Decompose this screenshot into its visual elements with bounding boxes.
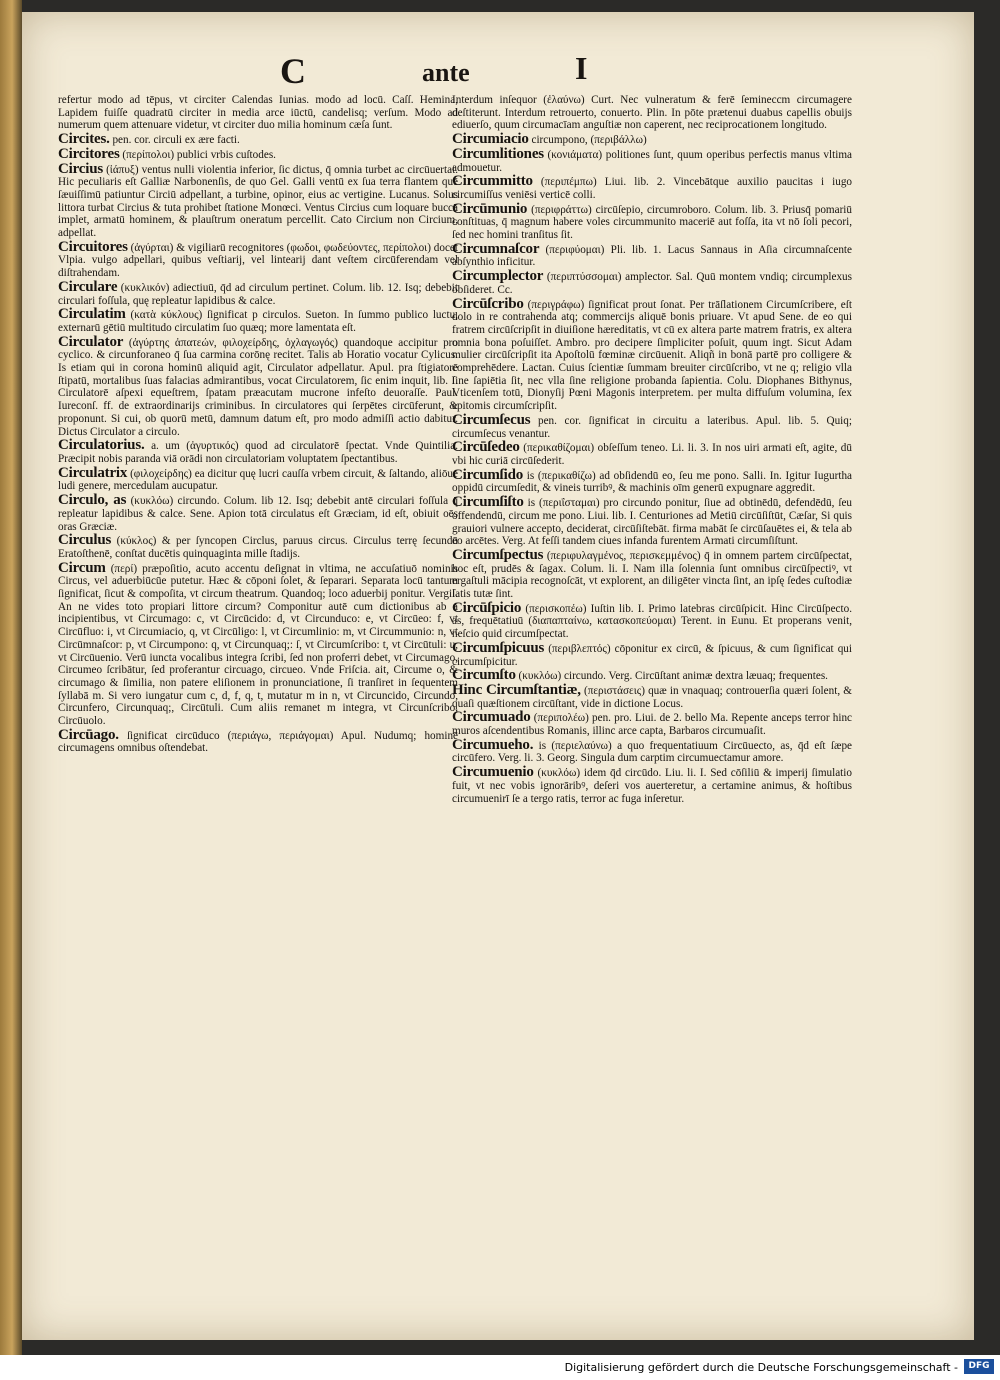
entry-headword: Circitores	[58, 145, 120, 162]
entry-definition: (περιπτύσσομαι) amplector. Sal. Quū montem vndiq; circumplexus obſideret. Cc.	[452, 271, 853, 296]
entry-definition: (περιγράφω) ſignificat prout ſonat. Per trāſlationem Circumſcribere, eſt dolo in re contrahenda atq; commercijs aliquē bonis priuare. Vt apud Sene. de eo qui fratrem circūſcripſit in diuiſione hæreditatis, vt cū ex altera parte matrem fratris, ex altera omnia bona poſuiſſet. Ambro. pro decipere ſimpliciter poſuit, quum ingt. Sicut Adam mulier circūſcripſit ita Apoſtolū fœminæ circūuenit. Aliqñ in bonā partē pro colligere & comprehēdere. Lactan. Cuius ſcientiæ ſummam breuiter circūſcribo, vt ne q; religio vlla ſine ſapiētia ſit, nec vlla ſine religione probanda ſapientia. Colu. Diophanes Bithynus, Vticenſem totū, Dionyſij Pœni Magonis interpretem. per multa diffuſum volumina, ſex epitomis circumſcripſit.	[452, 298, 852, 413]
entry-headword: Circumſpicuus	[452, 639, 545, 656]
dictionary-entry	[452, 411, 852, 440]
entry-definition: (κατὰ κύκλους) ſignificat p circulos. Sueton. In ſummo publico luctu, externarū gētiū multitudo circulatim ſuo quæq; more lamentata eſt.	[58, 309, 458, 334]
dictionary-entry	[452, 599, 853, 641]
entry-headword: Circulo, as	[58, 492, 127, 509]
entry-headword: Hinc Circumſtantiæ,	[452, 681, 581, 698]
dictionary-entry	[58, 238, 458, 280]
right-column	[452, 94, 852, 806]
entry-definition: a. um (ἀγυρτικός) quod ad circulatorē ſpectat. Vnde Quintilia. Præcipit nobis paranda viā orādi non circulatoriam voluptatem ſpectantibus.	[58, 440, 458, 465]
entry-headword: Circūago.	[58, 726, 119, 743]
entry-definition: pen. cor. circuli ex ære facti.	[112, 134, 240, 147]
entry-definition: (κυκλόω) idem q̄d circūdo. Liu. li. I. Sed cōſiliū & imperij ſimulatio fuit, vt nec vobis ignorāribꝰ, deſeri vos auerteretur, a certamine animus, & hoſtibus circumuenirī ſe a tergo ratis, terror ac fuga inſeretur.	[452, 767, 852, 805]
entry-headword: Circumueho.	[452, 736, 534, 753]
dictionary-entry	[58, 494, 458, 533]
dictionary-entry	[58, 439, 458, 465]
dictionary-entry	[452, 669, 852, 683]
entry-definition: (περισκοπέω) Iuſtin lib. I. Primo latebras circūſpicit. Hinc Circūſpecto. as, frequētatiuū (διαπαπταίνω, κατασκοπεύομαι) Terent. in Eunu. Et properans venit, neſcio quid circumſpectat.	[452, 602, 853, 641]
dictionary-entry	[452, 175, 852, 201]
entry-headword: Circumſiſto	[452, 494, 524, 511]
entry-definition: (περιφράττω) circūſepio, circumroboro. Colum. lib. 3. Priusq̄ pomariū conſtituas, q̄ magnum habere voles circummunito maceriē aut foſſa, ita vt nō ſoli pecori, ſed nec homini tranſitus ſit.	[452, 203, 853, 242]
dictionary-entry	[452, 441, 852, 467]
dictionary-entry	[58, 534, 458, 560]
header-left-letter: C	[280, 51, 306, 91]
entry-definition: (περίπολοι) publici vrbis cuſtodes.	[122, 148, 276, 161]
entry-definition: (περιπολέω) pen. pro. Liui. de 2. bello Ma. Repente anceps terror hinc muros aſcendentibus Romanis, illinc arce capta, Barbaros circumuaſit.	[452, 712, 853, 738]
dictionary-entry	[58, 308, 458, 334]
entry-headword: Circumiacio	[452, 131, 529, 148]
entry-headword: Circumſpectus	[452, 546, 544, 563]
entry-definition: (κυκλόω) circundo. Verg. Circūſtant animæ dextra læuaq; frequentes.	[518, 670, 828, 683]
dictionary-entry	[58, 464, 458, 493]
entry-headword: Circulatim	[58, 306, 126, 323]
dictionary-entry	[452, 145, 852, 174]
entry-headword: Circites.	[58, 131, 110, 148]
entry-definition: is (περιΐσταμαι) pro circundo ponitur, ſiue ad obtinēdū, defendēdū, ſeu offendendū, circum me pono. Liui. lib. I. Centuriones ad Metiū circūſiſtūt, Cæſar, Si quis grauiori vulnere accepto, deciderat, circūſiſtebāt. firma mabāt ſe circūſauētes ei, & tela ab eo arcētes. Verg. At feſſi tandem ciues infanda furentem Armati circumſiſtunt.	[452, 497, 852, 548]
dictionary-entry	[452, 240, 852, 269]
dictionary-entry	[452, 496, 852, 548]
book-binding-edge	[0, 0, 22, 1355]
entry-headword: Circumlitiones	[452, 145, 544, 162]
entry-headword: Circum	[58, 559, 106, 576]
dictionary-entry	[452, 94, 852, 132]
entry-headword: Circūſpicio	[452, 599, 522, 616]
entry-headword: Circulatrix	[58, 464, 128, 481]
entry-headword: Circulare	[58, 278, 118, 295]
dictionary-entry	[58, 94, 458, 132]
dictionary-entry	[58, 333, 458, 439]
dictionary-entry	[452, 711, 852, 737]
dictionary-entry	[58, 160, 459, 240]
entry-definition: (ἀγύρτης ἀπατεών, φιλοχείρδης, ὀχλαγωγός) quandoque accipitur pro cyclico. & circunforaneo q̄ ſua carmina corōnę recitet. Talis ab Horatio vocatur Cylicus. Is etiam qui in corona hominū aliquid agit, Circulator adpellatur. Apul. pra ſtigiatorē ſtipatū, mortalibus ſuas falacias admirantibus, vocat Circulatorem, ſic enim inquit, lib. I. Circulatorē aſpexi equeſtrem, ſpatam præacutam mucrone infeſto deuoraſſe. Paul. Iureconſ. ff. de extraordinarijs criminibus. In circulatores qui ſerpētes circūferunt, & proponunt. Si cui, ob quorū metū, damnum datum eſt, pro modo admiſſi actio dabitur. Dictus Circulator a circulo.	[58, 336, 458, 438]
entry-headword: Circumuenio	[452, 764, 534, 781]
dictionary-entry	[452, 681, 852, 710]
entry-headword: Circummitto	[452, 173, 533, 190]
entry-definition: (ἰάπυξ) ventus nulli violentia inferior, ſic dictus, q̄ omnia turbet ac circūuertat. Hic peculiaris eſt Galliæ Narbonenſis, de quo Gel. Galli ventū ex ſua terra flantem quē ſæuiſſimū patiuntur Circiū adpellant, a turbine, opinor, eius ac vertigine. Lucanus. Solus littora turbat Circius & tuta prohibet ſtatione Monœci. Ventus Circius cum loquare buccā implet, armatū hominem, & plauſtrum oneratum percellit. Cato Circium non Circium, adpellat.	[58, 163, 459, 240]
entry-definition: (φιλοχείρδης) ea dicitur quę lucri cauſſa vrbem circuit, & ſaltando, aliōue ludi genere, mercedulam aucupatur.	[58, 467, 458, 493]
entry-definition: (κυκλικόν) adiectiuū, q̄d ad circulum pertinet. Colum. lib. 12. Isq; debebit circulari foſſula, quę repleatur lapidibus & calce.	[58, 281, 458, 307]
dictionary-entry	[452, 639, 852, 668]
entry-headword: Circumnaſcor	[452, 240, 540, 257]
entry-definition: is (περικαθίζω) ad obſidendū eo, ſeu me pono. Salli. In. Igitur Iugurtha oppidū circumſedit, & vineis turribꝰ, & machinis oīm generū expugnare aggredit.	[452, 469, 853, 495]
footer-bar	[0, 1355, 1000, 1380]
entry-headword: Circumuado	[452, 709, 531, 726]
dictionary-entry	[452, 270, 852, 296]
entry-definition: (κονιάματα) politiones ſunt, quum operibus perfectis manus vltima admouetur.	[452, 148, 852, 174]
entry-definition: is (περιελαύνω) a quo frequentatiuum Circūuecto, as, q̄d eſt ſæpe circūfero. Verg. li. 3. Georg. Singula dum carptim circumuectamur amore.	[452, 739, 853, 765]
dfg-logo: DFG	[964, 1359, 994, 1374]
entry-definition: (περιφύομαι) Pli. lib. 1. Lacus Sannaus in Aſia circumnaſcente abſynthio inficitur.	[452, 243, 852, 269]
entry-definition: (ἀγύρται) & vigiliarū recognitores (φωδοι, φωδεύοντες, περίπολοι) docet Vlpia. vulgo adpellari, quibus veſtiarij, vel lintearij dant veſtem circūferendam vel diſtrahendam.	[58, 241, 458, 280]
dictionary-entry	[58, 559, 459, 728]
entry-headword: Circumſido	[452, 466, 524, 483]
entry-headword: Circūmunio	[452, 200, 528, 217]
header-catchword: ante	[422, 58, 470, 87]
entry-definition: (περικαθίζομαι) obſeſſum teneo. Li. li. 3. In nos uiri armati eſt, agite, dū vbi hic curiā circūſederit.	[452, 442, 852, 467]
running-header	[22, 50, 974, 100]
entry-definition: refertur modo ad tēpus, vt circiter Calendas Iunias. modo ad locū. Caſſ. Hemina, Lapidem fuiſſe quadratū circiter in media arce iūctū, candelisq; verſum. Modo ad numerum quem attenuare videtur, vt circiter duo milia hominum cæſa ſunt.	[58, 94, 458, 132]
entry-headword: Circūſcribo	[452, 295, 524, 312]
funding-notice: Digitalisierung gefördert durch die Deutsche Forschungsgemeinschaft -	[564, 1361, 958, 1374]
dictionary-entry	[452, 736, 853, 765]
entry-headword: Circulatorius.	[58, 437, 145, 454]
entry-definition: (περιφυλαγμένος, περισκεμμένος) q̄ in omnem partem circūſpectat, hoc eſt, prudēs & ſagax. Colum. li. I. Nam illa ſolennia ſunt omnibus circūſpectiꝰ, vt ergaſtuli mācipia recognoſcāt, vt explorent, an diligēter vincta ſint, an ipſę ſedes cuſtodiæ ſatis tutæ ſint.	[452, 549, 853, 601]
entry-definition: circumpono, (περιβάλλω)	[531, 134, 647, 147]
entry-headword: Circumſecus	[452, 411, 531, 428]
entry-headword: Circius	[58, 160, 103, 177]
entry-definition: (κυκλόω) circundo. Colum. lib 12. Isq; debebit antē circulari foſſula q̄ repleatur lapidibus & calce. Sene. Apion totā circulatus eſt Græciam, id eſt, obiuit oēs oras Græciæ.	[58, 495, 458, 533]
entry-definition: (περιπέμπω) Liui. lib. 2. Vincebātque auxilio paucitas i iugo circumiſſus veniēsi verticē colli.	[452, 176, 853, 201]
dictionary-entry	[58, 278, 458, 307]
dictionary-entry	[452, 766, 852, 805]
dictionary-entry	[452, 200, 853, 242]
entry-definition: ſignificat circūduco (περιάγω, περιάγομαι) Apul. Nudumq; hominē circumagens omnibus oſtendebat.	[58, 729, 458, 755]
entry-definition: pen. cor. ſignificat in circuitu a lateribus. Apul. lib. 5. Quiq; circumſecus venantur.	[452, 414, 852, 440]
dictionary-entry	[452, 295, 852, 413]
dictionary-entry	[452, 546, 853, 601]
entry-headword: Circuitores	[58, 238, 128, 255]
header-right-letter: I	[575, 50, 588, 86]
dictionary-entry	[58, 726, 458, 755]
entry-headword: Circūſedeo	[452, 439, 520, 456]
entry-definition: (περιβλεπτός) cōponitur ex circū, & ſpicuus, & cum ſignificat qui circumſpicitur.	[452, 642, 852, 668]
dictionary-entry	[58, 145, 458, 162]
left-column	[58, 94, 458, 756]
entry-headword: Circulus	[58, 532, 112, 549]
entry-definition: (περιστάσεις) quæ in vnaquaq; controuerſia quæri ſolent, & quaſi quæſtionem circūſtant, vide in dictione Locus.	[452, 684, 852, 710]
entry-definition: (κύκλος) & per ſyncopen Circlus, paruus circus. Circulus terrę ſecundū Eratoſthenē, conſtat ducētis quinquaginta mille ſtadijs.	[58, 535, 459, 560]
dictionary-entry	[452, 466, 853, 495]
dictionary-page	[22, 12, 974, 1340]
entry-definition: (περί) præpoſitio, acuto accentu deſignat in vltima, ne accuſatiuō nominis Circus, vel aduerbiūcūe putetur. Hæc & cōponi ſolet, & ſeparari. Separata locū tantum ſignificat, ſicut & compoſita, vt circum theatrum. Quandoq; loco aduerbij ponitur. Vergil. An ne vides toto propiari littore circum? Componitur autē cum dictionibus ab a incipientibus, vt Circumago: c, vt Circūcido: d, vt Circunduco: e, vt Circūeo: f, vt Circūfluo: i, vt Circumiacio, q, vt Circūligo: l, vt Circumlinio: m, vt Circummunio: n, vt Circūmnaſcor: p, vt Circumpono: q, vt Circunquaq;: ſ, vt Circumſcribo: t, vt Circūtuli: u, vt Circūuenio. Verū iuncta vocalibus integra ſcribi, ſed non proferri debet, vt Circumago, Circumeo ſcribātur, ſed proferantur circuago, circueo. Vnde Friſcia. ait, Circume o, & circumago & ſimilia, non patere eliſionem in pronunciatione, ſi tranſiret in ſequentem ſyllabā m. Si vero iungatur cum c, d, f, q, t, mutatur m in n, vt Circuncido, Circundo, Circunfero, Circunquaq;, Circūtuli. Cum aliis remanet m integra, vt Circunſcribo, Circūuolo.	[58, 562, 459, 728]
entry-definition: Interdum inſequor (ἐλαύνω) Curt. Nec vulneratum & ferē ſemineccm circumagere deſtiterunt. Interdum retrouerto, conuerto. Plin. In pōte prætenui duabus capellis obuijs ediuerſo, quum circumacīam anguſtiæ non caperent, nec reciprocationem longitudo.	[452, 94, 852, 132]
entry-headword: Circumſto	[452, 667, 516, 684]
dictionary-entry	[58, 133, 458, 147]
entry-headword: Circulator	[58, 333, 124, 350]
dictionary-entry	[452, 133, 852, 147]
entry-headword: Circumplector	[452, 268, 544, 285]
